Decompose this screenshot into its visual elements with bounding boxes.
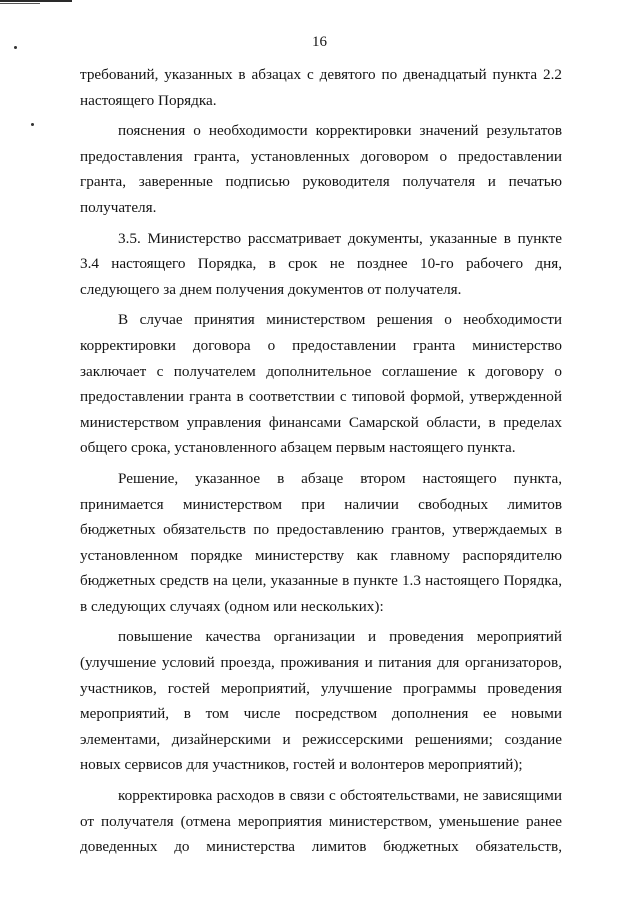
paragraph: требований, указанных в абзацах с девятого по двенадцатый пункта 2.2 настоящего Порядка. — [80, 66, 562, 109]
paragraph: 3.5. Министерство рассматривает документы, указанные в пункте 3.4 настоящего Порядка, в срок не позднее 10-го рабочего дня, следующего за днем получения документов от получателя. — [80, 229, 562, 298]
scan-speck — [31, 123, 34, 126]
paragraph: корректировка расходов в связи с обстоятельствами, не зависящими от получателя (отмена мероприятия министерством, уменьшение ранее доведенных до министерства лимитов бюджетных обязательств, — [80, 787, 562, 856]
paragraph: пояснения о необходимости корректировки значений результатов предоставления гранта, установленных договором о предоставлении гранта, заверенные подписью руководителя получателя и печатью получателя. — [80, 122, 562, 216]
document-body — [80, 62, 562, 860]
scan-edge-mark — [0, 0, 72, 2]
paragraph: повышение качества организации и проведения мероприятий (улучшение условий проезда, проживания и питания для организаторов, участников, гостей мероприятий, улучшение программы проведения мероприятий, в том числе посредством дополнения ее новыми элементами, дизайнерскими и режиссерскими решениями; создание новых сервисов для участников, гостей и волонтеров мероприятий); — [80, 628, 562, 774]
scan-edge-mark-secondary — [0, 3, 40, 4]
paragraph: Решение, указанное в абзаце втором настоящего пункта, принимается министерством при наличии свободных лимитов бюджетных обязательств по предоставлению грантов, утверждаемых в установленном порядке министерству как главному распорядителю бюджетных средств на цели, указанные в пункте 1.3 настоящего Порядка, в следующих случаях (одном или нескольких): — [80, 469, 562, 615]
paragraph: В случае принятия министерством решения о необходимости корректировки договора о предоставлении гранта министерство заключает с получателем дополнительное соглашение к договору о предоставлении гранта в соответствии с типовой формой, утвержденной министерством управления финансами Самарской области, в пределах общего срока, установленного абзацем первым настоящего пункта. — [80, 311, 562, 457]
page-number: 16 — [312, 34, 327, 50]
